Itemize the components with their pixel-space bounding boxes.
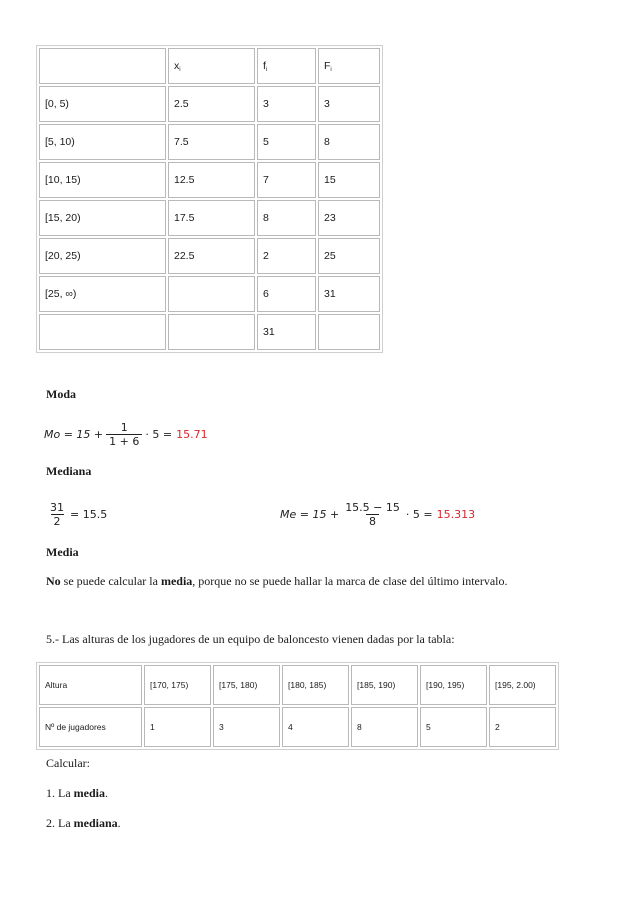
table-cell bbox=[39, 314, 166, 350]
moda-lhs: Mo = 15 + bbox=[44, 427, 104, 441]
table-cell: 22.5 bbox=[168, 238, 255, 274]
media-explanation bbox=[46, 574, 508, 589]
table-cell: 17.5 bbox=[168, 200, 255, 236]
header-cell-interval bbox=[39, 48, 166, 84]
table-cell: 31 bbox=[318, 276, 380, 312]
table-row bbox=[39, 86, 380, 122]
media-heading: Media bbox=[46, 545, 79, 559]
calc-item-2-suffix: . bbox=[117, 816, 121, 830]
moda-numerator: 1 bbox=[120, 420, 128, 434]
table-row bbox=[39, 238, 380, 274]
table-cell: [0, 5) bbox=[39, 86, 166, 122]
calc-item-1-bold: media bbox=[73, 786, 105, 800]
table-cell: Altura bbox=[39, 665, 142, 705]
table-cell: 12.5 bbox=[168, 162, 255, 198]
mediana-half-denominator: 2 bbox=[51, 514, 64, 528]
table-cell: [190, 195) bbox=[420, 665, 487, 705]
header-cell-xi: $x_i$ bbox=[168, 48, 255, 84]
table-cell: [25, ∞) bbox=[39, 276, 166, 312]
table-row bbox=[39, 707, 556, 747]
table-cell: 8 bbox=[318, 124, 380, 160]
table-row bbox=[39, 665, 556, 705]
table-cell: 8 bbox=[257, 200, 316, 236]
moda-result: 15.71 bbox=[176, 427, 208, 441]
table-cell: [175, 180) bbox=[213, 665, 280, 705]
table-cell: 7.5 bbox=[168, 124, 255, 160]
media-bold: media bbox=[160, 574, 193, 588]
table-cell: 2.5 bbox=[168, 86, 255, 122]
table-cell: [195, 2.00) bbox=[489, 665, 556, 705]
table-cell: [15, 20) bbox=[39, 200, 166, 236]
mediana-denominator: 8 bbox=[366, 514, 379, 528]
mediana-half-result: = 15.5 bbox=[70, 507, 108, 521]
mediana-half-fraction bbox=[47, 501, 67, 528]
table-cell bbox=[318, 314, 380, 350]
mediana-heading: Mediana bbox=[46, 464, 92, 478]
table-cell: Nº de jugadores bbox=[39, 707, 142, 747]
table-cell: [5, 10) bbox=[39, 124, 166, 160]
calc-item-2 bbox=[46, 816, 121, 831]
problem-5-statement: 5.- Las alturas de los jugadores de un equipo de baloncesto vienen dadas por la tabla: bbox=[46, 632, 455, 646]
moda-rest: · 5 = bbox=[145, 427, 173, 441]
moda-formula bbox=[44, 414, 208, 454]
moda-denominator: 1 + 6 bbox=[106, 434, 142, 448]
table-cell: [170, 175) bbox=[144, 665, 211, 705]
mediana-formula bbox=[280, 494, 475, 534]
table-row bbox=[39, 162, 380, 198]
table-row-total bbox=[39, 314, 380, 350]
table-cell: [20, 25) bbox=[39, 238, 166, 274]
header-cell-Fi: $F_i$ bbox=[318, 48, 380, 84]
table-cell: [180, 185) bbox=[282, 665, 349, 705]
header-cell-fi: $f_i$ bbox=[257, 48, 316, 84]
table-cell: 3 bbox=[318, 86, 380, 122]
moda-fraction bbox=[106, 421, 142, 448]
calc-item-2-prefix: 2. La bbox=[46, 816, 74, 830]
table-cell: 7 bbox=[257, 162, 316, 198]
table-cell: 5 bbox=[257, 124, 316, 160]
table-cell bbox=[168, 276, 255, 312]
table-cell: 5 bbox=[420, 707, 487, 747]
table-cell: [10, 15) bbox=[39, 162, 166, 198]
table-cell: 6 bbox=[257, 276, 316, 312]
table-cell: [185, 190) bbox=[351, 665, 418, 705]
table-cell: 1 bbox=[144, 707, 211, 747]
mediana-half-numerator: 31 bbox=[50, 500, 64, 514]
mediana-fraction bbox=[342, 501, 403, 528]
table-cell: 15 bbox=[318, 162, 380, 198]
table-cell bbox=[168, 314, 255, 350]
table-cell: 8 bbox=[351, 707, 418, 747]
table-row bbox=[39, 124, 380, 160]
calc-item-2-bold: mediana bbox=[73, 816, 118, 830]
table-cell: 3 bbox=[213, 707, 280, 747]
heights-table bbox=[36, 662, 559, 750]
table-cell: 2 bbox=[257, 238, 316, 274]
media-text-b: , porque no se puede hallar la marca de clase del último intervalo. bbox=[192, 574, 508, 588]
table-cell: 25 bbox=[318, 238, 380, 274]
calc-item-1-prefix: 1. La bbox=[46, 786, 74, 800]
table-cell: 23 bbox=[318, 200, 380, 236]
table-cell: 3 bbox=[257, 86, 316, 122]
calc-item-1-suffix: . bbox=[105, 786, 108, 800]
mediana-numerator: 15.5 − 15 bbox=[345, 500, 400, 514]
calcular-label: Calcular: bbox=[46, 756, 90, 770]
mediana-result: 15.313 bbox=[436, 507, 476, 521]
table-row bbox=[39, 200, 380, 236]
mediana-rest: · 5 = bbox=[405, 507, 433, 521]
mediana-half-formula bbox=[44, 494, 107, 534]
media-text-a: se puede calcular la bbox=[60, 574, 161, 588]
table-cell: 31 bbox=[257, 314, 316, 350]
calc-item-1 bbox=[46, 786, 108, 801]
table-cell: 2 bbox=[489, 707, 556, 747]
frequency-table bbox=[36, 45, 383, 353]
media-no: No bbox=[46, 574, 61, 588]
table-cell: 4 bbox=[282, 707, 349, 747]
table-header-row bbox=[39, 48, 380, 84]
moda-heading: Moda bbox=[46, 387, 76, 401]
mediana-lhs: Me = 15 + bbox=[280, 507, 340, 521]
table-row bbox=[39, 276, 380, 312]
